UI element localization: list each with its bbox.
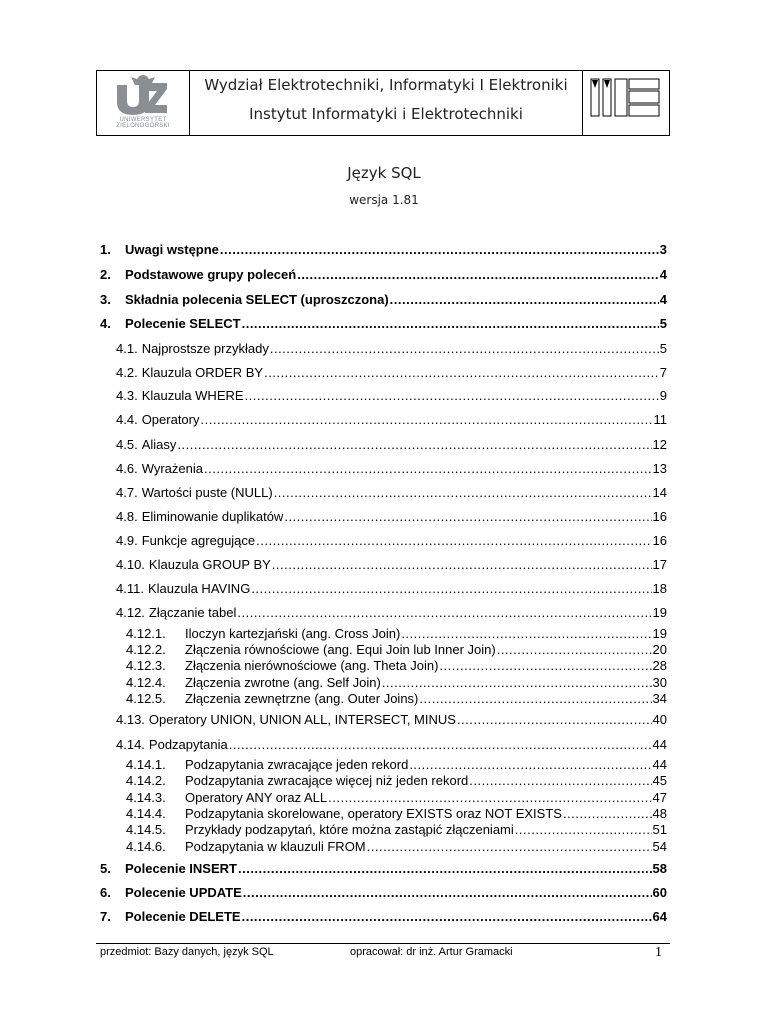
toc-entry-number: 4.14.5. xyxy=(126,822,166,837)
toc-entry-page: 47 xyxy=(652,790,667,805)
toc-entry[interactable] xyxy=(100,267,667,282)
toc-entry[interactable] xyxy=(100,292,667,307)
toc-entry-title: Złączenia nierównościowe (ang. Theta Join) xyxy=(185,658,439,673)
toc-entry-page: 48 xyxy=(652,806,667,821)
toc-dot-leader xyxy=(390,292,659,307)
toc-entry-number: 5. xyxy=(100,861,111,876)
toc-dot-leader xyxy=(264,365,659,380)
toc-entry-title: Złączenia zwrotne (ang. Self Join) xyxy=(185,675,381,690)
toc-entry-number: 4.14.6. xyxy=(126,839,166,854)
toc-entry-number: 6. xyxy=(100,885,111,900)
toc-dot-leader xyxy=(284,509,651,524)
toc-dot-leader xyxy=(201,412,653,427)
toc-entry-page: 17 xyxy=(652,557,667,572)
toc-entry-title: Podzapytania skorelowane, operatory EXISTS oraz NOT EXISTS xyxy=(185,806,562,821)
toc-entry-title: Klauzula ORDER BY xyxy=(141,365,264,380)
institute-emblem-icon xyxy=(583,71,669,135)
toc-entry-title: Podstawowe grupy poleceń xyxy=(125,267,297,282)
toc-entry-page: 54 xyxy=(652,839,667,854)
toc-entry-number: 4.8. xyxy=(116,509,138,524)
toc-entry-title: Uwagi wstępne xyxy=(125,242,219,257)
toc-entry-title: Złączanie tabel xyxy=(148,605,237,620)
toc-dot-leader xyxy=(274,485,652,500)
toc-entry-title: Operatory xyxy=(141,412,200,427)
toc-dot-leader xyxy=(238,861,652,876)
toc-dot-leader xyxy=(497,643,652,657)
toc-entry-number: 4.7. xyxy=(116,485,138,500)
toc-entry-page: 20 xyxy=(652,642,667,657)
toc-entry-page: 45 xyxy=(652,773,667,788)
toc-entry-title: Polecenie SELECT xyxy=(125,316,241,331)
toc-dot-leader xyxy=(256,533,651,548)
toc-dot-leader xyxy=(242,909,652,924)
toc-entry-number: 4.12.2. xyxy=(126,642,166,657)
toc-entry-number: 4.10. xyxy=(116,557,145,572)
toc-entry-title: Operatory UNION, UNION ALL, INTERSECT, MINUS xyxy=(148,712,456,727)
toc-dot-leader xyxy=(237,605,651,620)
toc-entry[interactable] xyxy=(100,909,667,924)
toc-entry-page: 16 xyxy=(652,509,667,524)
toc-entry[interactable] xyxy=(116,533,667,548)
toc-entry[interactable] xyxy=(126,807,667,821)
toc-entry-number: 4.6. xyxy=(116,461,138,476)
toc-entry-page: 44 xyxy=(652,757,667,772)
toc-entry-number: 4.4. xyxy=(116,412,138,427)
toc-entry[interactable] xyxy=(126,774,667,788)
toc-entry-page: 19 xyxy=(652,626,667,641)
document-header xyxy=(96,70,670,136)
toc-entry-page: 9 xyxy=(659,388,667,403)
toc-dot-leader xyxy=(515,823,652,837)
footer-author: opracował: dr inż. Artur Gramacki xyxy=(350,946,513,958)
toc-entry-title: Aliasy xyxy=(141,437,177,452)
toc-entry-title: Podzapytania zwracające jeden rekord xyxy=(185,757,409,772)
toc-entry-number: 4.9. xyxy=(116,533,138,548)
toc-entry[interactable] xyxy=(116,509,667,524)
toc-entry-number: 4.14.1. xyxy=(126,757,166,772)
toc-entry-title: Składnia polecenia SELECT (uproszczona) xyxy=(125,292,389,307)
toc-entry-number: 4.11. xyxy=(116,581,144,596)
toc-entry-number: 1. xyxy=(100,242,111,257)
toc-entry-title: Iloczyn kartezjański (ang. Cross Join) xyxy=(185,626,401,641)
toc-entry-page: 12 xyxy=(652,437,667,452)
toc-entry-title: Polecenie DELETE xyxy=(125,909,241,924)
toc-entry-page: 5 xyxy=(659,341,667,356)
university-emblem-icon xyxy=(97,71,189,117)
toc-entry-title: Klauzula WHERE xyxy=(141,388,244,403)
toc-entry[interactable] xyxy=(116,485,667,500)
toc-dot-leader xyxy=(328,791,651,805)
toc-entry-title: Wyrażenia xyxy=(141,461,203,476)
toc-entry-page: 64 xyxy=(652,909,667,924)
toc-entry-title: Przykłady podzapytań, które można zastąpić złączeniami xyxy=(185,822,514,837)
toc-entry-page: 30 xyxy=(652,675,667,690)
toc-entry-page: 14 xyxy=(652,485,667,500)
header-titles xyxy=(190,71,582,135)
toc-dot-leader xyxy=(401,627,651,641)
toc-entry-title: Wartości puste (NULL) xyxy=(141,485,273,500)
toc-dot-leader xyxy=(457,712,652,727)
toc-entry[interactable] xyxy=(126,627,667,641)
toc-entry-page: 40 xyxy=(652,712,667,727)
toc-entry-number: 4.12.1. xyxy=(126,626,166,641)
toc-dot-leader xyxy=(245,388,659,403)
toc-entry[interactable] xyxy=(126,758,667,772)
university-name: UNIWERSYTET ZIELONOGÓRSKI xyxy=(116,117,170,129)
toc-entry-number: 4.14.2. xyxy=(126,773,166,788)
toc-entry-title: Złączenia równościowe (ang. Equi Join lub Inner Join) xyxy=(185,642,496,657)
institute-logo xyxy=(582,71,669,135)
university-logo xyxy=(97,71,190,135)
toc-entry-title: Polecenie UPDATE xyxy=(125,885,242,900)
toc-dot-leader xyxy=(469,774,651,788)
toc-entry-number: 4.13. xyxy=(116,712,145,727)
toc-entry[interactable] xyxy=(116,737,667,752)
toc-dot-leader xyxy=(229,737,652,752)
faculty-name: Wydział Elektrotechniki, Informatyki I Elektroniki xyxy=(204,76,568,94)
toc-entry[interactable] xyxy=(126,676,667,690)
toc-entry-number: 4.12.4. xyxy=(126,675,166,690)
document-version: wersja 1.81 xyxy=(349,193,419,207)
toc-entry-page: 5 xyxy=(659,316,667,331)
toc-entry[interactable] xyxy=(116,341,667,356)
institute-name: Instytut Informatyki i Elektrotechniki xyxy=(249,105,523,123)
toc-entry-title: Podzapytania zwracające więcej niż jeden rekord xyxy=(185,773,469,788)
toc-entry[interactable] xyxy=(126,840,667,854)
toc-entry-number: 7. xyxy=(100,909,111,924)
toc-entry-number: 4.14.3. xyxy=(126,790,166,805)
footer-subject: przedmiot: Bazy danych, język SQL xyxy=(100,946,274,958)
toc-entry-number: 4.14.4. xyxy=(126,806,166,821)
toc-entry-number: 4.1. xyxy=(116,341,138,356)
toc-entry-page: 28 xyxy=(652,658,667,673)
toc-entry[interactable] xyxy=(116,412,667,427)
toc-dot-leader xyxy=(439,659,651,673)
toc-entry-number: 4.14. xyxy=(116,737,145,752)
toc-entry[interactable] xyxy=(126,823,667,837)
toc-entry-page: 13 xyxy=(652,461,667,476)
toc-entry-title: Podzapytania w klauzuli FROM xyxy=(185,839,366,854)
toc-entry[interactable] xyxy=(116,365,667,380)
page-number: 1 xyxy=(655,945,662,960)
toc-entry-page: 4 xyxy=(659,292,667,307)
toc-entry[interactable] xyxy=(126,791,667,805)
toc-entry[interactable] xyxy=(116,712,667,727)
toc-entry-page: 7 xyxy=(659,365,667,380)
toc-entry-number: 3. xyxy=(100,292,111,307)
toc-entry-page: 51 xyxy=(652,822,667,837)
toc-dot-leader xyxy=(251,581,651,596)
toc-dot-leader xyxy=(382,676,652,690)
toc-entry-title: Eliminowanie duplikatów xyxy=(141,509,284,524)
toc-entry-number: 4.12.3. xyxy=(126,658,166,673)
toc-entry[interactable] xyxy=(116,461,667,476)
toc-entry[interactable] xyxy=(100,885,667,900)
toc-entry-number: 4.2. xyxy=(116,365,138,380)
toc-dot-leader xyxy=(272,557,652,572)
toc-dot-leader xyxy=(243,885,652,900)
toc-entry-title: Podzapytania xyxy=(148,737,228,752)
toc-dot-leader xyxy=(563,807,652,821)
toc-entry-title: Funkcje agregujące xyxy=(141,533,256,548)
toc-entry-page: 19 xyxy=(652,605,667,620)
toc-entry[interactable] xyxy=(116,557,667,572)
toc-entry[interactable] xyxy=(100,242,667,257)
toc-entry-number: 4.3. xyxy=(116,388,138,403)
toc-entry-page: 11 xyxy=(653,412,667,427)
toc-dot-leader xyxy=(204,461,652,476)
toc-entry-title: Klauzula GROUP BY xyxy=(148,557,271,572)
toc-entry-page: 3 xyxy=(659,242,667,257)
toc-entry-page: 4 xyxy=(659,267,667,282)
toc-dot-leader xyxy=(270,341,659,356)
toc-dot-leader xyxy=(409,758,651,772)
toc-entry-title: Złączenia zewnętrzne (ang. Outer Joins) xyxy=(185,691,419,706)
toc-entry-page: 60 xyxy=(652,885,667,900)
toc-dot-leader xyxy=(367,840,652,854)
toc-entry-number: 4. xyxy=(100,316,111,331)
toc-entry[interactable] xyxy=(100,861,667,876)
toc-entry-number: 4.12. xyxy=(116,605,145,620)
toc-dot-leader xyxy=(242,316,659,331)
toc-entry-page: 16 xyxy=(652,533,667,548)
toc-entry-title: Polecenie INSERT xyxy=(125,861,237,876)
toc-entry-page: 34 xyxy=(652,691,667,706)
toc-dot-leader xyxy=(177,437,651,452)
toc-entry-page: 58 xyxy=(652,861,667,876)
toc-entry[interactable] xyxy=(100,316,667,331)
toc-entry-number: 4.12.5. xyxy=(126,691,166,706)
toc-dot-leader xyxy=(297,267,659,282)
toc-dot-leader xyxy=(220,242,659,257)
toc-entry[interactable] xyxy=(126,643,667,657)
toc-entry-page: 44 xyxy=(652,737,667,752)
toc-entry[interactable] xyxy=(116,581,667,596)
toc-entry[interactable] xyxy=(116,437,667,452)
toc-entry-title: Najprostsze przykłady xyxy=(141,341,269,356)
toc-dot-leader xyxy=(419,692,651,706)
toc-entry[interactable] xyxy=(116,605,667,620)
toc-entry-number: 2. xyxy=(100,267,111,282)
toc-entry-title: Operatory ANY oraz ALL xyxy=(185,790,328,805)
toc-entry[interactable] xyxy=(116,388,667,403)
toc-entry-page: 18 xyxy=(652,581,667,596)
toc-entry-title: Klauzula HAVING xyxy=(147,581,251,596)
toc-entry[interactable] xyxy=(126,692,667,706)
footer-divider xyxy=(96,943,670,944)
toc-entry-number: 4.5. xyxy=(116,437,138,452)
toc-entry[interactable] xyxy=(126,659,667,673)
document-title: Język SQL xyxy=(347,164,421,182)
